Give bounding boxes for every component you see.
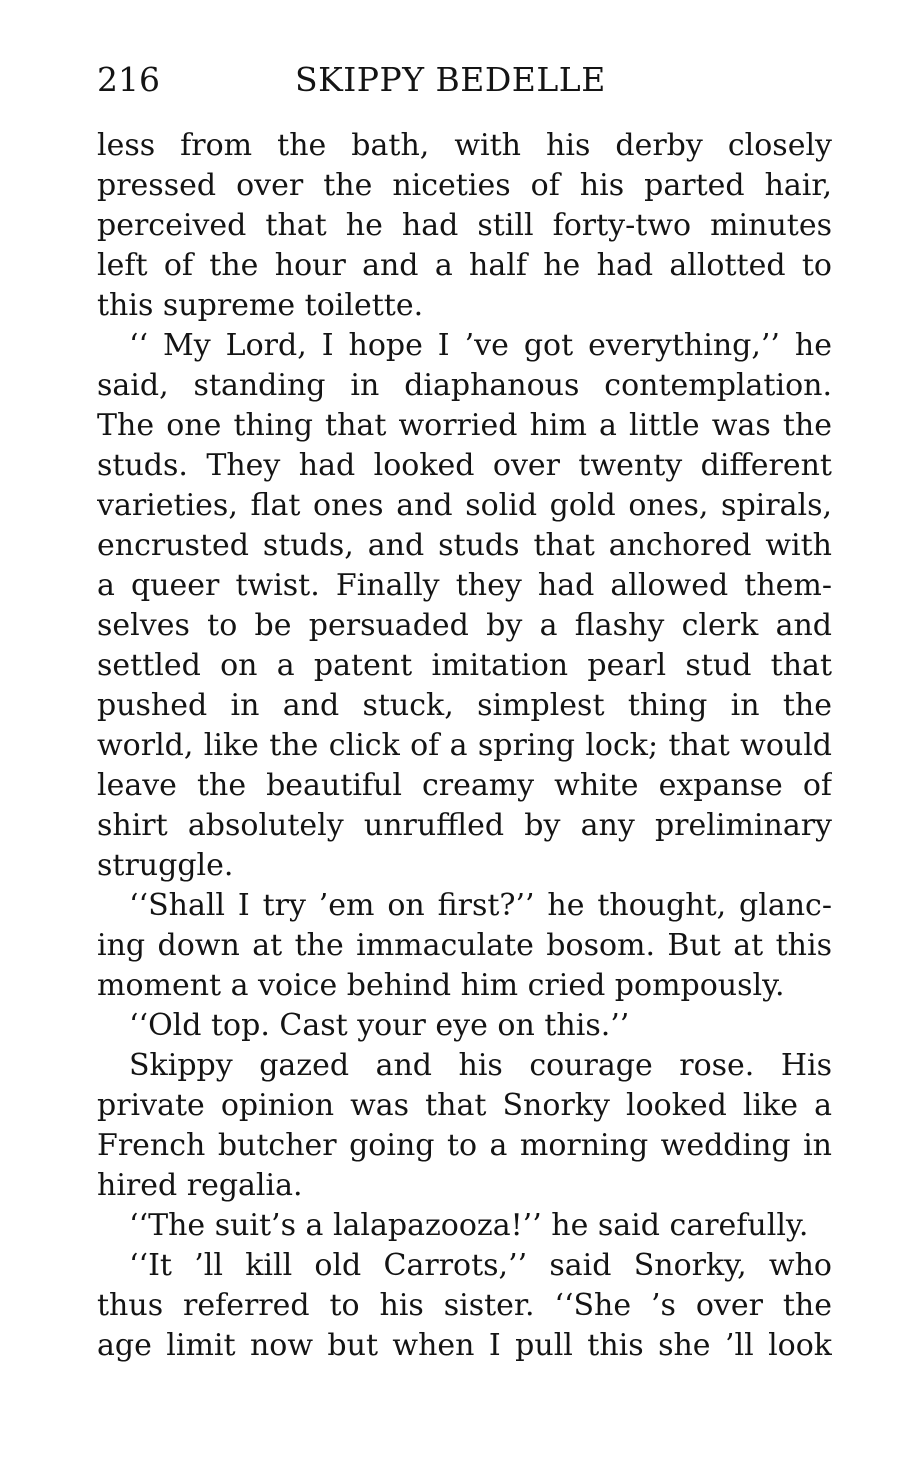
text-line: moment a voice behind him cried pompously. [97,968,785,1003]
running-header [97,58,832,102]
text-line: ‘‘It ’ll kill old Carrots,’’ said Snorky, who [129,1248,832,1283]
text-line: pressed over the niceties of his parted hair, [97,168,832,203]
paragraph [97,126,832,326]
text-line: world, like the click of a spring lock; that would [97,728,832,763]
page-number: 216 [97,60,160,99]
text-line: a queer twist. Finally they had allowed them- [97,568,832,603]
text-line: ‘‘ My Lord, I hope I ’ve got everything,’’ he [129,328,832,363]
text-line: perceived that he had still forty-two minutes [97,208,832,243]
paragraph [97,886,832,1006]
text-line: selves to be persuaded by a flashy clerk and [97,608,832,643]
text-line: The one thing that worried him a little was the [97,408,832,443]
text-line: private opinion was that Snorky looked like a [97,1088,832,1123]
text-line: ing down at the immaculate bosom. But at this [97,928,832,963]
paragraph [97,1046,832,1206]
text-line: struggle. [97,848,234,883]
text-line: ‘‘The suit’s a lalapazooza!’’ he said carefully. [129,1208,809,1243]
text-line: French butcher going to a morning wedding in [97,1128,832,1163]
text-line: age limit now but when I pull this she ’ll look [97,1328,832,1363]
body-text [97,126,832,1366]
text-line: said, standing in diaphanous contemplation. [97,368,832,403]
text-line: settled on a patent imitation pearl stud that [97,648,832,683]
text-line: studs. They had looked over twenty different [97,448,832,483]
text-line: varieties, flat ones and solid gold ones, spirals, [97,488,832,523]
text-line: this supreme toilette. [97,288,424,323]
text-line: hired regalia. [97,1168,303,1203]
paragraph [97,1246,832,1366]
text-line: pushed in and stuck, simplest thing in the [97,688,832,723]
text-line: ‘‘Shall I try ’em on first?’’ he thought, glanc- [129,888,832,923]
paragraph [97,326,832,886]
text-line: leave the beautiful creamy white expanse of [97,768,832,803]
running-title: SKIPPY BEDELLE [295,60,606,99]
text-line: encrusted studs, and studs that anchored with [97,528,832,563]
text-line: left of the hour and a half he had allotted to [97,248,832,283]
text-line: shirt absolutely unruffled by any preliminary [97,808,832,843]
text-line: thus referred to his sister. ‘‘She ’s over the [97,1288,832,1323]
text-line: Skippy gazed and his courage rose. His [129,1048,832,1083]
paragraph [97,1206,832,1246]
text-line: less from the bath, with his derby closely [97,128,832,163]
paragraph [97,1006,832,1046]
text-line: ‘‘Old top. Cast your eye on this.’’ [129,1008,630,1043]
